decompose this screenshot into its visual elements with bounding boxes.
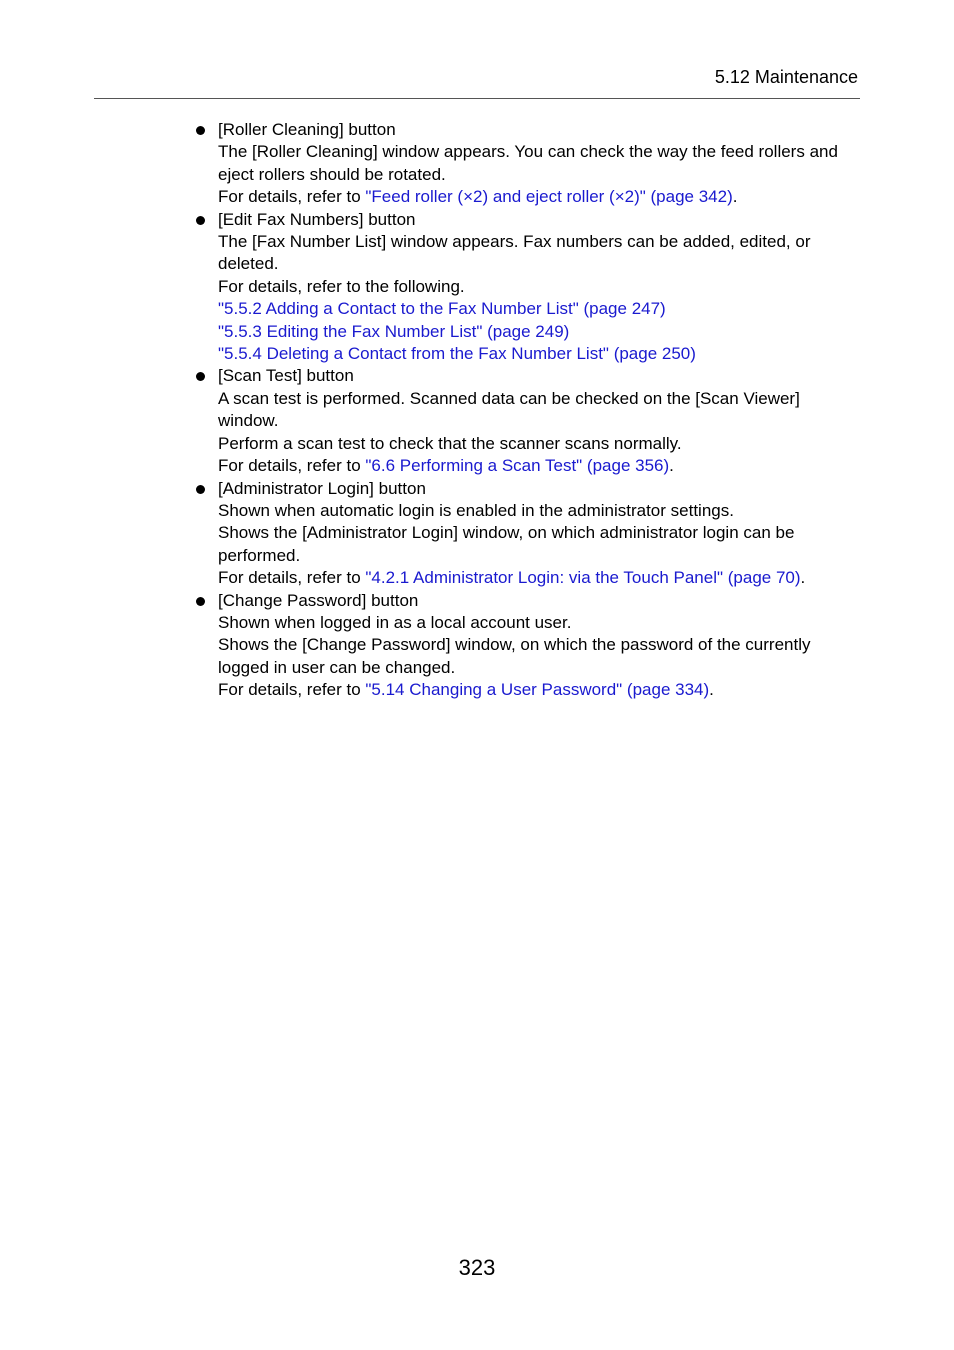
list-item-edit-fax-numbers bbox=[193, 209, 858, 366]
item-description: A scan test is performed. Scanned data can be checked on the [Scan Viewer] window. bbox=[218, 388, 800, 431]
link-changing-password[interactable]: "5.14 Changing a User Password" (page 334) bbox=[365, 680, 710, 700]
item-details bbox=[218, 567, 858, 589]
item-title: [Edit Fax Numbers] button bbox=[218, 209, 416, 229]
link-administrator-login[interactable]: "4.2.1 Administrator Login: via the Touch Panel" (page 70) bbox=[365, 568, 801, 588]
item-details bbox=[218, 455, 858, 477]
bullet-icon bbox=[196, 485, 205, 494]
list-item-scan-test bbox=[193, 365, 858, 477]
link-feed-roller[interactable]: "Feed roller (×2) and eject roller (×2)" (page 342) bbox=[365, 187, 733, 207]
page-number: 323 bbox=[458, 1255, 496, 1280]
bullet-icon bbox=[196, 216, 205, 225]
item-description: Shown when automatic login is enabled in the administrator settings. bbox=[218, 500, 734, 520]
bullet-list bbox=[193, 119, 858, 702]
link-editing-fax-list[interactable]: "5.5.3 Editing the Fax Number List" (page 249) bbox=[218, 321, 570, 341]
item-description-2: Shows the [Administrator Login] window, on which administrator login can be performed. bbox=[218, 523, 795, 565]
item-details bbox=[218, 679, 858, 701]
item-description-2: Perform a scan test to check that the scanner scans normally. bbox=[218, 433, 682, 453]
item-description: The [Fax Number List] window appears. Fax numbers can be added, edited, or deleted. bbox=[218, 232, 811, 274]
list-item-roller-cleaning bbox=[193, 119, 858, 209]
details-prefix: For details, refer to bbox=[218, 680, 366, 700]
item-description: Shown when logged in as a local account user. bbox=[218, 612, 572, 632]
details-prefix: For details, refer to bbox=[218, 568, 366, 588]
details-suffix: . bbox=[669, 456, 674, 476]
item-description: The [Roller Cleaning] window appears. You can check the way the feed rollers and eject rollers should be rotated. bbox=[218, 142, 838, 184]
item-details: For details, refer to the following. bbox=[218, 276, 465, 296]
item-title: [Administrator Login] button bbox=[218, 478, 426, 498]
item-title: [Roller Cleaning] button bbox=[218, 120, 396, 139]
section-title: 5.12 Maintenance bbox=[714, 67, 858, 87]
details-prefix: For details, refer to bbox=[218, 187, 366, 207]
list-item-administrator-login bbox=[193, 478, 858, 590]
bullet-icon bbox=[196, 597, 205, 606]
details-suffix: . bbox=[732, 187, 738, 207]
header-divider bbox=[94, 98, 860, 99]
item-details bbox=[218, 186, 858, 208]
details-suffix: . bbox=[800, 568, 806, 588]
details-suffix: . bbox=[709, 680, 714, 700]
bullet-icon bbox=[196, 372, 205, 381]
item-description-2: Shows the [Change Password] window, on which the password of the currently logged in user can be changed. bbox=[218, 635, 811, 677]
item-title: [Scan Test] button bbox=[218, 366, 354, 386]
link-adding-contact[interactable]: "5.5.2 Adding a Contact to the Fax Number List" (page 247) bbox=[218, 299, 666, 319]
details-prefix: For details, refer to bbox=[218, 456, 366, 476]
item-title: [Change Password] button bbox=[218, 590, 419, 610]
link-scan-test[interactable]: "6.6 Performing a Scan Test" (page 356) bbox=[365, 456, 670, 476]
bullet-icon bbox=[196, 126, 205, 135]
link-deleting-contact[interactable]: "5.5.4 Deleting a Contact from the Fax Number List" (page 250) bbox=[218, 344, 696, 364]
list-item-change-password bbox=[193, 590, 858, 702]
